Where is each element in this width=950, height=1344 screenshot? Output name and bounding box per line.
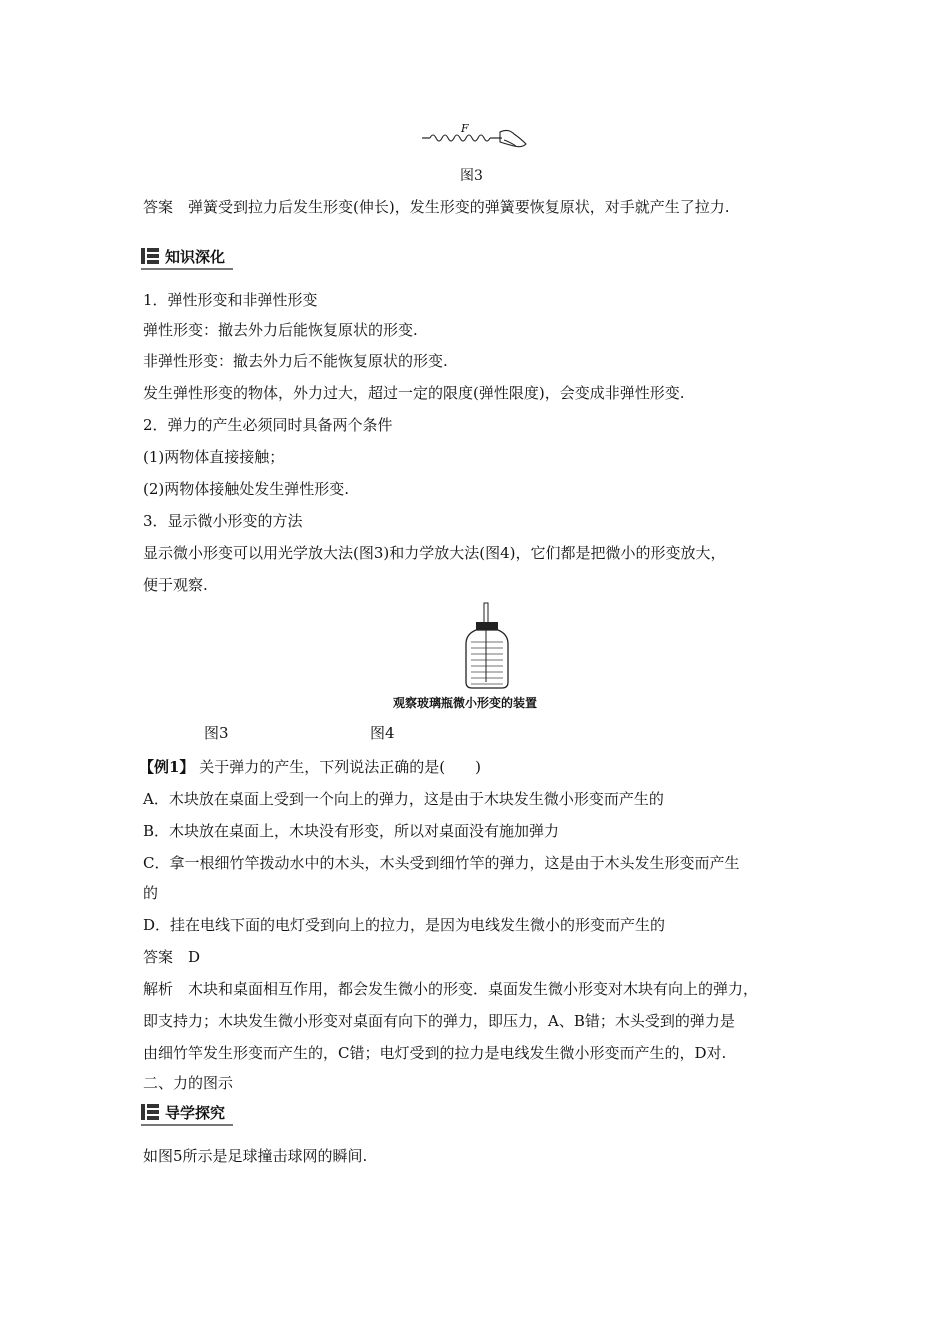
analysis-line: 由细竹竿发生形变而产生的，C错；电灯受到的拉力是电线发生微小形变而产生的，D对.	[143, 1044, 727, 1062]
option-a: A．木块放在桌面上受到一个向上的弹力，这是由于木块发生微小形变而产生的	[143, 790, 664, 808]
example-label: 【例1】	[139, 758, 195, 776]
analysis-line: 解析 木块和桌面相互作用，都会发生微小的形变．桌面发生微小形变对木块有向上的弹力，	[143, 980, 759, 998]
spring-hand-icon	[420, 120, 530, 152]
section-underline	[141, 1124, 233, 1126]
figure3-caption: 图3	[460, 168, 483, 184]
paragraph: 发生弹性形变的物体，外力过大，超过一定的限度(弹性限度)，会变成非弹性形变.	[143, 384, 685, 402]
intro-paragraph: 如图5所示是足球撞击球网的瞬间.	[143, 1147, 368, 1165]
paragraph: 3．显示微小形变的方法	[143, 512, 303, 530]
paragraph: 2．弹力的产生必须同时具备两个条件	[143, 416, 393, 434]
example-question	[139, 757, 481, 777]
part-heading: 二、力的图示	[143, 1074, 234, 1092]
option-b: B．木块放在桌面上，木块没有形变，所以对桌面没有施加弹力	[143, 822, 560, 840]
paragraph: 非弹性形变：撤去外力后不能恢复原状的形变.	[143, 352, 448, 370]
paragraph: 显示微小形变可以用光学放大法(图3)和力学放大法(图4)，它们都是把微小的形变放大，	[143, 544, 726, 562]
section-icon	[141, 248, 159, 264]
section-header-guided	[141, 1100, 225, 1124]
force-label: F	[461, 122, 469, 135]
figure-glass-bottle	[462, 602, 512, 690]
paragraph: 弹性形变：撤去外力后能恢复原状的形变.	[143, 321, 418, 339]
figure4-label: 观察玻璃瓶微小形变的装置	[393, 696, 538, 710]
option-c: C．拿一根细竹竿拨动水中的木头，木头受到细竹竿的弹力，这是由于木头发生形变而产生	[143, 854, 740, 872]
section-icon	[141, 1104, 159, 1120]
answer-text: 答案 弹簧受到拉力后发生形变(伸长)，发生形变的弹簧要恢复原状，对手就产生了拉力.	[143, 198, 730, 216]
example-question-text: 关于弹力的产生，下列说法正确的是( )	[199, 758, 481, 776]
figure3-caption-left: 图3	[204, 724, 229, 742]
glass-bottle-icon	[462, 602, 512, 690]
example-answer: 答案 D	[143, 948, 201, 966]
paragraph: (2)两物体接触处发生弹性形变.	[143, 480, 350, 498]
section-title: 导学探究	[165, 1103, 226, 1122]
option-d: D．挂在电线下面的电灯受到向上的拉力，是因为电线发生微小的形变而产生的	[143, 916, 666, 934]
section-underline	[141, 268, 233, 270]
section-header-knowledge	[141, 244, 225, 268]
paragraph: 便于观察.	[143, 576, 208, 594]
figure-spring-hand	[420, 120, 530, 152]
section-title: 知识深化	[165, 247, 226, 266]
figure4-caption-right: 图4	[370, 724, 395, 742]
paragraph: 1．弹性形变和非弹性形变	[143, 291, 318, 309]
analysis-line: 即支持力；木块发生微小形变对桌面有向下的弹力，即压力，A、B错；木头受到的弹力是	[143, 1012, 735, 1030]
option-c-continued: 的	[143, 884, 159, 902]
paragraph: (1)两物体直接接触；	[143, 448, 285, 466]
